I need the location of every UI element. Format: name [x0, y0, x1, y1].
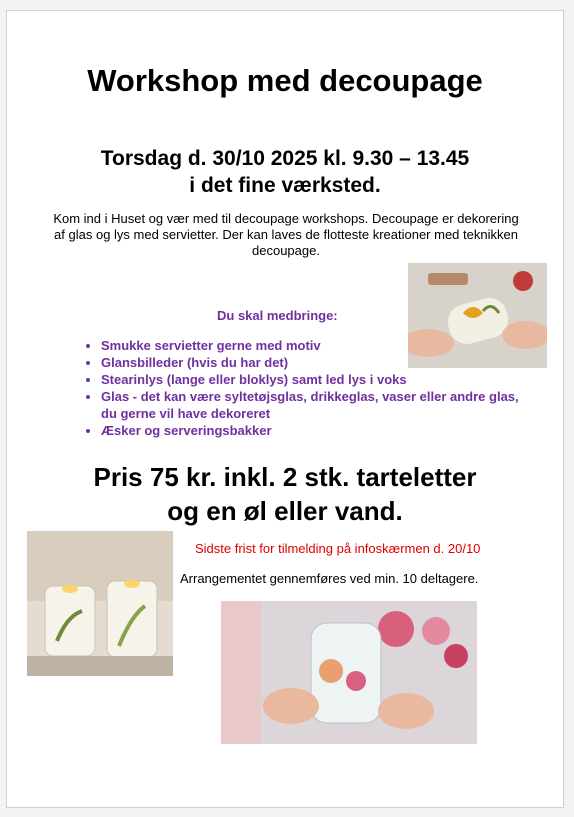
list-item: • Glas - det kan være syltetøjsglas, drikkeglas, vaser eller andre glas, du gerne vil have dekoreret — [101, 388, 531, 422]
candle-jars-photo — [27, 531, 173, 676]
document-page — [6, 10, 564, 808]
intro-paragraph: Kom ind i Huset og vær med til decoupage workshops. Decoupage er dekorering af glas og lys med servietter. Der kan laves de flotteste kreationer med teknikken decoupage. — [53, 211, 519, 258]
list-item: • Glansbilleder (hvis du har det) — [101, 354, 531, 371]
list-item: • Stearinlys (lange eller bloklys) samt led lys i voks — [101, 371, 531, 388]
page-title: Workshop med decoupage — [87, 63, 483, 98]
minimum-participants: Arrangementet gennemføres ved min. 10 deltagere. — [180, 571, 479, 586]
price-includes-line: og en øl eller vand. — [167, 496, 403, 526]
list-item: • Smukke servietter gerne med motiv — [101, 337, 531, 354]
bring-list — [77, 337, 531, 439]
price-block — [7, 460, 563, 528]
bring-heading: Du skal medbringe: — [217, 308, 338, 323]
price-line: Pris 75 kr. inkl. 2 stk. tarteletter — [93, 462, 477, 492]
deadline-notice: Sidste frist for tilmelding på infoskærmen d. 20/10 — [195, 541, 481, 556]
list-item: • Æsker og serveringsbakker — [101, 422, 531, 439]
event-date — [7, 145, 563, 199]
date-line: Torsdag d. 30/10 2025 kl. 9.30 – 13.45 — [100, 147, 470, 170]
location-line: i det fine værksted. — [189, 174, 381, 197]
jar-decoupage-photo — [221, 601, 477, 744]
